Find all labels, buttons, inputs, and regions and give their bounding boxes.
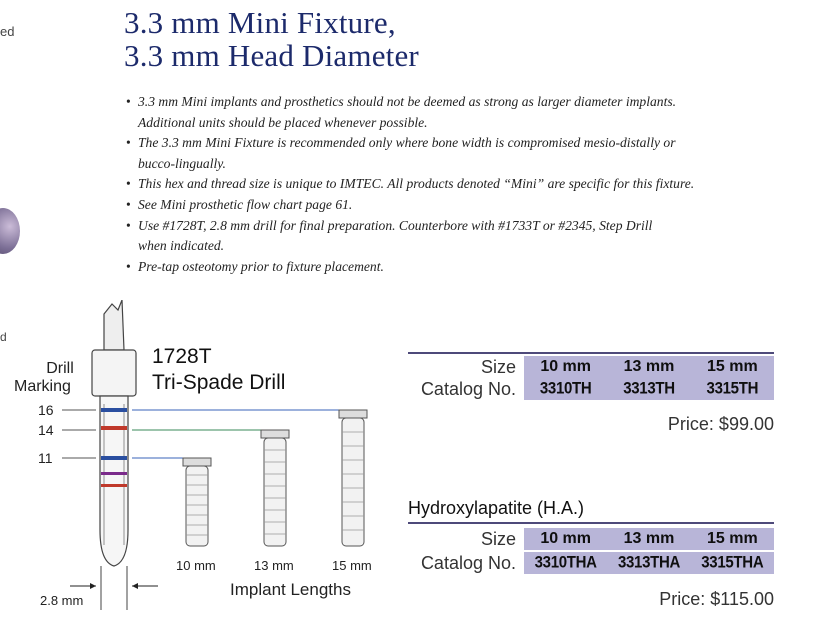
title-line-1: 3.3 mm Mini Fixture, (124, 5, 396, 40)
note-item: • The 3.3 mm Mini Fixture is recommended only where bone width is compromised mesio-distally or bucco-lingually. (126, 133, 806, 174)
note-item: • Pre-tap osteotomy prior to fixture placement. (126, 257, 806, 278)
implant-length-10: 10 mm (176, 558, 216, 573)
marking-16: 16 (38, 402, 54, 418)
marking-11: 11 (38, 450, 53, 466)
title-line-2: 3.3 mm Head Diameter (124, 38, 419, 73)
drill-band-red (101, 426, 127, 430)
drill-band-red-2 (101, 484, 127, 487)
notes-list (126, 92, 806, 277)
implant-10mm (183, 458, 211, 546)
catalog-cell: 3310TH (539, 379, 592, 398)
drill-hub (92, 350, 136, 396)
size-cell: 13 mm (623, 358, 675, 375)
page-title (124, 6, 419, 72)
note-item: • Use #1728T, 2.8 mm drill for final preparation. Counterbore with #1733T or #2345, Step Drill when indicated. (126, 216, 806, 257)
cropped-disc-graphic (0, 208, 20, 254)
drill-marking-label: Drill (46, 360, 74, 377)
implant-length-13: 13 mm (254, 558, 294, 573)
catalog-cell: 3310THA (534, 553, 597, 572)
marking-14: 14 (38, 422, 54, 438)
implant-15mm (339, 410, 367, 546)
ha-section-heading: Hydroxylapatite (H.A.) (408, 498, 585, 518)
catalog-cell: 3313THA (617, 553, 681, 572)
size-row: Size 10 mm 13 mm 15 mm (408, 528, 774, 550)
drill-shank (104, 300, 124, 350)
implant-length-15: 15 mm (332, 558, 372, 573)
price-standard: Price: $99.00 (667, 414, 774, 434)
catalog-cell: 3315TH (706, 379, 759, 398)
size-cell: 15 mm (706, 530, 758, 547)
size-cell: 10 mm (540, 530, 592, 547)
size-cell: 13 mm (623, 530, 675, 547)
drill-name: Tri-Spade Drill (152, 371, 286, 394)
catalog-row: Catalog No. 3310TH 3313TH 3315TH (408, 378, 774, 400)
drill-marking-label-2: Marking (14, 378, 71, 395)
cropped-text-fragment: ed (0, 24, 15, 39)
drill-band-blue-2 (101, 456, 127, 460)
drill-band-blue (101, 408, 127, 412)
catalog-cell: 3313TH (623, 379, 675, 398)
note-item: • See Mini prosthetic flow chart page 61. (126, 195, 806, 216)
size-cell: 10 mm (540, 358, 592, 375)
catalog-cell: 3315THA (701, 553, 764, 572)
implant-lengths-label: Implant Lengths (230, 580, 351, 599)
implant-13mm (261, 430, 289, 546)
price-ha: Price: $115.00 (659, 589, 774, 609)
size-row: Size 10 mm 13 mm 15 mm (408, 356, 774, 378)
note-item: • 3.3 mm Mini implants and prosthetics should not be deemed as strong as larger diameter implants. Additional units should be placed whenever possible. (126, 92, 806, 133)
size-cell: 15 mm (706, 358, 758, 375)
drill-implant-diagram (0, 300, 400, 628)
catalog-row: Catalog No. 3310THA 3313THA 3315THA (408, 552, 774, 574)
drill-code: 1728T (152, 345, 212, 368)
drill-diameter-label: 2.8 mm (40, 593, 84, 608)
drill-band-purple (101, 472, 127, 475)
note-item: • This hex and thread size is unique to IMTEC. All products denoted “Mini” are specific for this fixture. (126, 174, 806, 195)
cropped-text-fragment-2: d (0, 330, 7, 344)
